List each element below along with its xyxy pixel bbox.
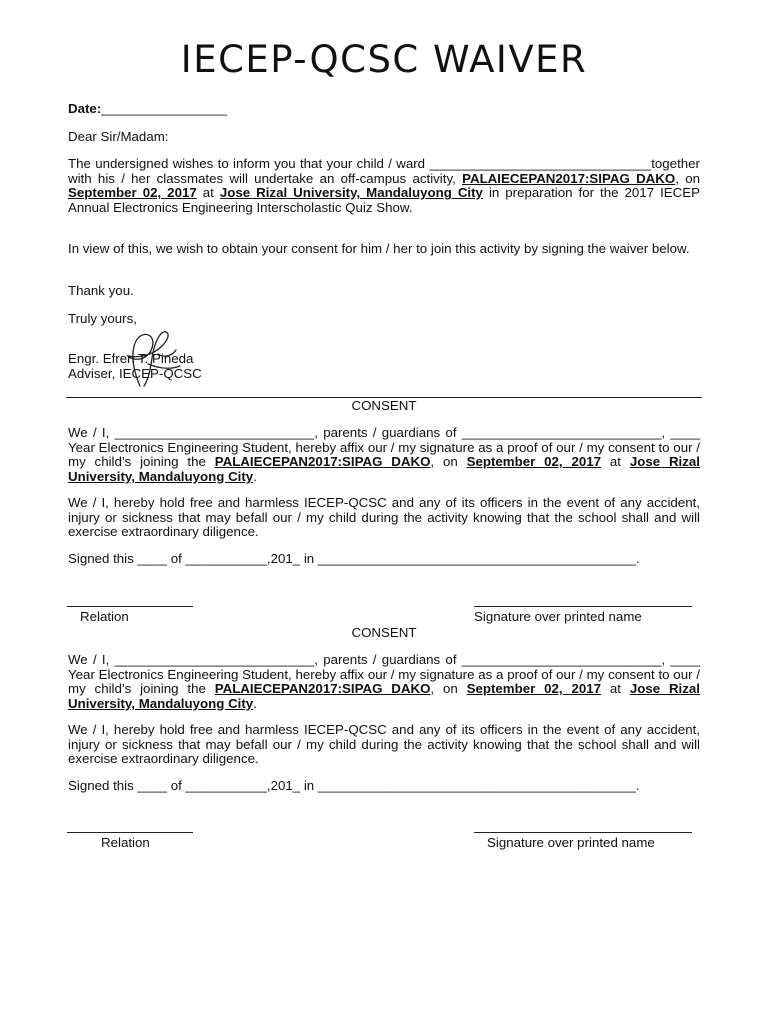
consent-1-date: September 02, 2017 [466, 454, 602, 470]
closing: Truly yours, [68, 311, 137, 326]
consent-1-venue: Jose Rizal University, Mandaluyong City [68, 454, 700, 484]
consent-1-paragraph-2: We / I, hereby hold free and harmless IECEP-QCSC and any of its officers in the event of any accident, injury or sickness that may befall our / my child during the activity knowing that the school shall and will exercise extraordinary diligence. [68, 495, 700, 540]
consent-2-signature-line [474, 832, 692, 833]
consent-1-signature-line [474, 606, 692, 607]
consent-2-venue: Jose Rizal University, Mandaluyong City [68, 681, 700, 711]
consent-2-relation-line [67, 832, 193, 833]
activity-name: PALAIECEPAN2017:SIPAG DAKO [462, 170, 676, 186]
signer-name: Engr. Efren T. Pineda [68, 351, 194, 366]
consent-2-relation-label: Relation [101, 835, 150, 850]
document-title: IECEP-QCSC WAIVER [180, 38, 588, 81]
consent-heading-2: CONSENT [351, 625, 417, 640]
consent-1-signed-line: Signed this ____ of ___________,201_ in ___________________________________________. [68, 551, 640, 566]
letter-paragraph-2: In view of this, we wish to obtain your consent for him / her to join this activity by signing the waiver below. [68, 241, 690, 256]
signer-title: Adviser, IECEP-QCSC [68, 366, 202, 381]
consent-1-relation-line [67, 606, 193, 607]
consent-1-activity: PALAIECEPAN2017:SIPAG DAKO [214, 454, 431, 470]
date-label: Date: [68, 101, 102, 116]
consent-2-paragraph-1: We / I, ___________________________, parents / guardians of ___________________________, ____ Year Electronics Engineering Student, hereby affix our / my signature as a proof of our / my consent to our / my child’s joining the PALAIECEPAN2017:SIPAG DAKO, on September 02, 2017 at Jose Rizal University, Mandaluyong City. [68, 652, 700, 711]
salutation: Dear Sir/Madam: [68, 129, 169, 144]
letter-paragraph-1: The undersigned wishes to inform you that your child / ward ______________________________together with his / her classmates will undertake an off-campus activity, PALAIECEPAN2017:SIPAG DAKO, on September 02, 2017 at Jose Rizal University, Mandaluyong City in preparation for the 2017 IECEP Annual Electronics Engineering Interscholastic Quiz Show. [68, 156, 700, 215]
consent-2-date: September 02, 2017 [466, 681, 602, 697]
thank-you: Thank you. [68, 283, 134, 298]
consent-1-signature-label: Signature over printed name [474, 609, 642, 624]
consent-1-paragraph-1: We / I, ___________________________, parents / guardians of ___________________________, ____ Year Electronics Engineering Student, hereby affix our / my signature as a proof of our / my consent to our / my child’s joining the PALAIECEPAN2017:SIPAG DAKO, on September 02, 2017 at Jose Rizal University, Mandaluyong City. [68, 425, 700, 484]
activity-venue: Jose Rizal University, Mandaluyong City [219, 185, 483, 201]
consent-2-paragraph-2: We / I, hereby hold free and harmless IECEP-QCSC and any of its officers in the event of any accident, injury or sickness that may befall our / my child during the activity knowing that the school shall and will exercise extraordinary diligence. [68, 722, 700, 767]
date-blank: _________________ [101, 101, 227, 116]
consent-1-relation-label: Relation [80, 609, 129, 624]
consent-2-signature-label: Signature over printed name [487, 835, 655, 850]
consent-2-signed-line: Signed this ____ of ___________,201_ in ___________________________________________. [68, 778, 640, 793]
consent-heading-1: CONSENT [351, 398, 417, 413]
consent-2-activity: PALAIECEPAN2017:SIPAG DAKO [214, 681, 431, 697]
activity-date: September 02, 2017 [68, 185, 197, 201]
date-line [68, 102, 700, 117]
